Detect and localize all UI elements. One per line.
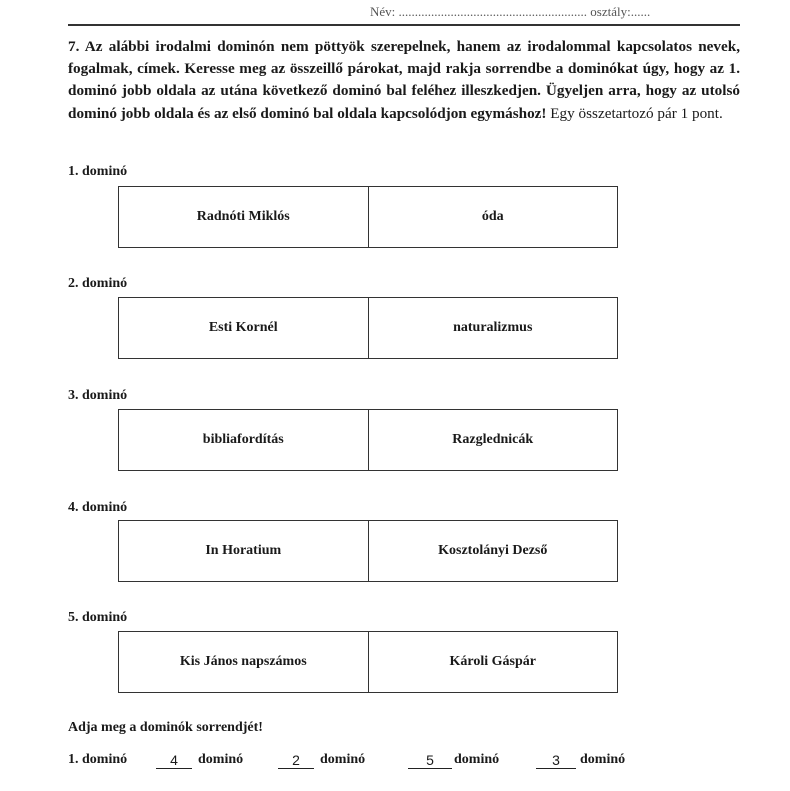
domino-4-label: 4. dominó — [68, 500, 128, 515]
task-instructions — [68, 36, 740, 125]
domino-5 — [118, 631, 618, 693]
domino-3 — [118, 409, 618, 471]
order-start-label: 1. dominó — [68, 752, 128, 767]
header-rule — [68, 24, 740, 26]
domino-5-right: Károli Gáspár — [449, 654, 536, 669]
domino-4 — [118, 520, 618, 582]
domino-1 — [118, 186, 618, 248]
domino-5-left: Kis János napszámos — [119, 632, 369, 692]
domino-1-right: óda — [481, 209, 504, 224]
order-word-3: dominó — [454, 752, 500, 767]
scoring-note: Egy összetartozó pár 1 pont. — [550, 104, 723, 122]
order-word-1: dominó — [198, 752, 244, 767]
order-word-4: dominó — [580, 752, 626, 767]
answer-value-4: 3 — [536, 752, 576, 769]
domino-5-label: 5. dominó — [68, 610, 128, 625]
domino-3-right: Razglednicák — [452, 432, 534, 447]
domino-4-left: In Horatium — [119, 521, 369, 581]
order-answer-row — [68, 752, 708, 774]
domino-1-left: Radnóti Miklós — [119, 187, 369, 247]
answer-blank-1 — [156, 752, 192, 770]
answer-blank-2 — [278, 752, 314, 770]
domino-2-left: Esti Kornél — [119, 298, 369, 358]
order-question: Adja meg a dominók sorrendjét! — [68, 720, 263, 735]
name-class-line: Név: .......................................................... osztály:...... — [370, 4, 651, 19]
answer-blank-3 — [408, 752, 452, 770]
domino-3-label: 3. dominó — [68, 388, 128, 403]
answer-blank-4 — [536, 752, 576, 770]
answer-value-1: 4 — [156, 752, 192, 769]
answer-value-3: 5 — [408, 752, 452, 769]
order-word-2: dominó — [320, 752, 366, 767]
answer-value-2: 2 — [278, 752, 314, 769]
domino-2-right: naturalizmus — [453, 320, 533, 335]
domino-2 — [118, 297, 618, 359]
task-text: 7. Az alábbi irodalmi dominón nem pöttyök szerepelnek, hanem az irodalommal kapcsolatos nevek, fogalmak, címek. Keresse meg az összeillő párokat, majd rakja sorrendbe a dominókat úgy, hogy az 1. dominó jobb oldala az utána következő dominó bal feléhez illeszkedjen. Ügyeljen arra, hogy az utolsó dominó jobb oldala és az első dominó bal oldala kapcsolódjon egymáshoz! — [68, 38, 740, 122]
domino-3-left: bibliafordítás — [119, 410, 369, 470]
domino-2-label: 2. dominó — [68, 276, 128, 291]
domino-4-right: Kosztolányi Dezső — [438, 543, 548, 558]
domino-1-label: 1. dominó — [68, 164, 128, 179]
page-header — [0, 0, 790, 28]
